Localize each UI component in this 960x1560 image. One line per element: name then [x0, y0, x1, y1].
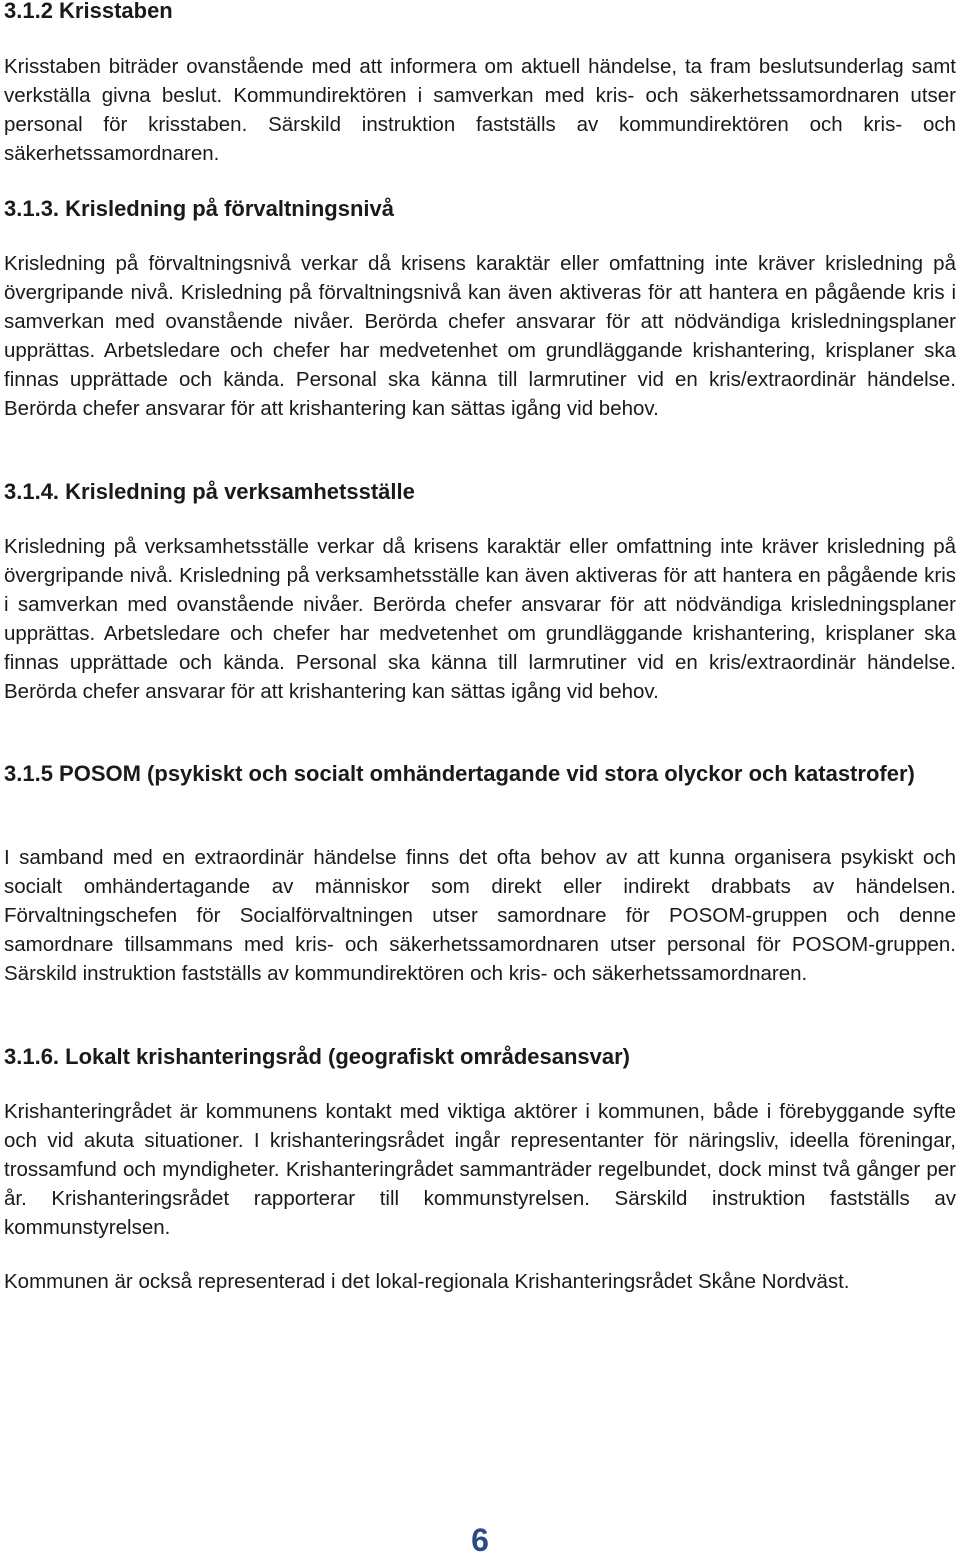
section-paragraph: Kommunen är också representerad i det lokal-regionala Krishanteringsrådet Skåne Nordväst. — [4, 1270, 850, 1293]
section-paragraph: Krisledning på förvaltningsnivå verkar då krisens karaktär eller omfattning inte kräver krisledning på övergripande nivå. Krisledning på förvaltningsnivå kan även aktiveras för att hantera en pågående kris i samverkan med ovanstående nivåer. Berörda chefer ansvarar för att nödvändiga krisledningsplaner upprättas. Arbetsledare och chefer har medvetenhet om grundläggande krishantering, krisplaner ska finnas upprättade och kända. Personal ska känna till larmrutiner vid en kris/extraordinär händelse. Berörda chefer ansvarar för att krishantering kan sättas igång vid behov. — [4, 252, 956, 420]
section-heading-3-1-3: 3.1.3. Krisledning på förvaltningsnivå — [4, 196, 394, 221]
section-paragraph: Krisstaben biträder ovanstående med att informera om aktuell händelse, ta fram beslutsunderlag samt verkställa givna beslut. Kommundirektören i samverkan med kris- och säkerhetssamordnaren utser personal för krisstaben. Särskild instruktion fastställs av kommundirektören och kris- och säkerhetssamordnaren. — [4, 55, 956, 165]
page-number: 6 — [471, 1522, 489, 1558]
section-heading-3-1-2: 3.1.2 Krisstaben — [4, 0, 173, 23]
section-heading-3-1-4: 3.1.4. Krisledning på verksamhetsställe — [4, 479, 415, 504]
section-paragraph: I samband med en extraordinär händelse finns det ofta behov av att kunna organisera psykiskt och socialt omhändertagande av människor som direkt eller indirekt drabbats av händelsen. Förvaltningschefen för Socialförvaltningen utser samordnare för POSOM-gruppen och denne samordnare tillsammans med kris- och säkerhetssamordnaren utser personal för POSOM-gruppen. Särskild instruktion fastställs av kommundirektören och kris- och säkerhetssamordnaren. — [4, 846, 956, 985]
section-paragraph: Krishanteringrådet är kommunens kontakt med viktiga aktörer i kommunen, både i förebyggande syfte och vid akuta situationer. I krishanteringsrådet ingår representanter för näringsliv, ideella föreningar, trossamfund och myndigheter. Krishanteringrådet sammanträder regelbundet, dock minst två gånger per år. Krishanteringsrådet rapporterar till kommunstyrelsen. Särskild instruktion fastställs av kommunstyrelsen. — [4, 1100, 956, 1239]
section-heading-3-1-6: 3.1.6. Lokalt krishanteringsråd (geografiskt områdesansvar) — [4, 1044, 631, 1069]
section-paragraph: Krisledning på verksamhetsställe verkar då krisens karaktär eller omfattning inte kräver krisledning på övergripande nivå. Krisledning på verksamhetsställe kan även aktiveras för att hantera en pågående kris i samverkan med ovanstående nivåer. Berörda chefer ansvarar för att nödvändiga krisledningsplaner upprättas. Arbetsledare och chefer har medvetenhet om grundläggande krishantering, krisplaner ska finnas upprättade och kända. Personal ska känna till larmrutiner vid en kris/extraordinär händelse. Berörda chefer ansvarar för att krishantering kan sättas igång vid behov. — [4, 535, 956, 703]
section-heading-3-1-5: 3.1.5 POSOM (psykiskt och socialt omhändertagande vid stora olyckor och katastrofer) — [4, 761, 915, 786]
